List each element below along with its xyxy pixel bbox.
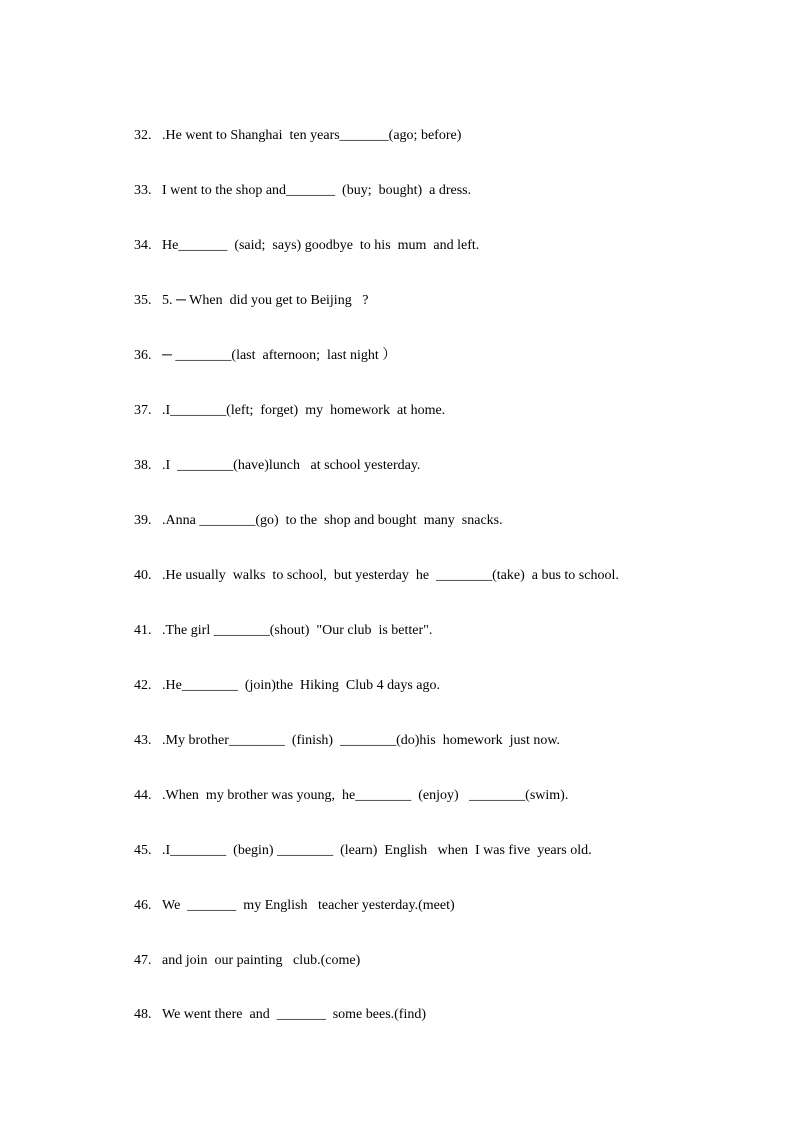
question-number: 48.	[134, 1007, 152, 1022]
question-number: 43.	[134, 733, 152, 748]
question-number: 45.	[134, 843, 152, 858]
question-text: .Anna ________(go) to the shop and bought many snacks.	[162, 513, 503, 528]
question-39	[120, 494, 760, 548]
question-text: .My brother________ (finish) ________(do)his homework just now.	[162, 733, 561, 748]
question-number: 41.	[134, 623, 152, 638]
question-text: and join our painting club.(come)	[162, 953, 361, 968]
question-46	[120, 879, 760, 933]
question-text: We went there and _______ some bees.(find)	[162, 1007, 427, 1022]
question-text: .When my brother was young, he________ (enjoy) ________(swim).	[162, 788, 569, 803]
question-37	[120, 384, 760, 438]
question-number: 35.	[134, 293, 152, 308]
question-35	[120, 274, 760, 328]
question-number: 38.	[134, 458, 152, 473]
question-number: 34.	[134, 238, 152, 253]
question-text: .He went to Shanghai ten years_______(ago; before)	[162, 128, 462, 143]
question-text: We _______ my English teacher yesterday.(meet)	[162, 898, 455, 913]
question-text: ─ ________(last afternoon; last night ）	[162, 348, 397, 363]
question-43	[120, 714, 760, 768]
question-text: He_______ (said; says) goodbye to his mum and left.	[162, 238, 480, 253]
question-text: .He________ (join)the Hiking Club 4 days ago.	[162, 678, 441, 693]
question-40	[120, 549, 760, 603]
question-number: 40.	[134, 568, 152, 583]
question-45	[120, 824, 760, 878]
question-33	[120, 164, 760, 218]
question-47	[120, 934, 760, 988]
question-48	[120, 988, 760, 1042]
question-36	[120, 329, 760, 383]
question-number: 33.	[134, 183, 152, 198]
question-number: 42.	[134, 678, 152, 693]
question-number: 39.	[134, 513, 152, 528]
question-38	[120, 439, 760, 493]
question-text: .He usually walks to school, but yesterday he ________(take) a bus to school.	[162, 568, 619, 583]
question-number: 32.	[134, 128, 152, 143]
question-text: .I ________(have)lunch at school yesterday.	[162, 458, 421, 473]
question-number: 37.	[134, 403, 152, 418]
question-text: .I________(left; forget) my homework at home.	[162, 403, 446, 418]
question-number: 36.	[134, 348, 152, 363]
question-text: .I________ (begin) ________ (learn) English when I was five years old.	[162, 843, 592, 858]
question-number: 46.	[134, 898, 152, 913]
question-41	[120, 604, 760, 658]
question-34	[120, 219, 760, 273]
question-42	[120, 659, 760, 713]
question-text: I went to the shop and_______ (buy; bought) a dress.	[162, 183, 472, 198]
question-text: 5. ─ When did you get to Beijing ?	[162, 293, 369, 308]
question-number: 47.	[134, 953, 152, 968]
question-32	[120, 109, 760, 163]
question-text: .The girl ________(shout) "Our club is better".	[162, 623, 433, 638]
question-number: 44.	[134, 788, 152, 803]
question-44	[120, 769, 760, 823]
